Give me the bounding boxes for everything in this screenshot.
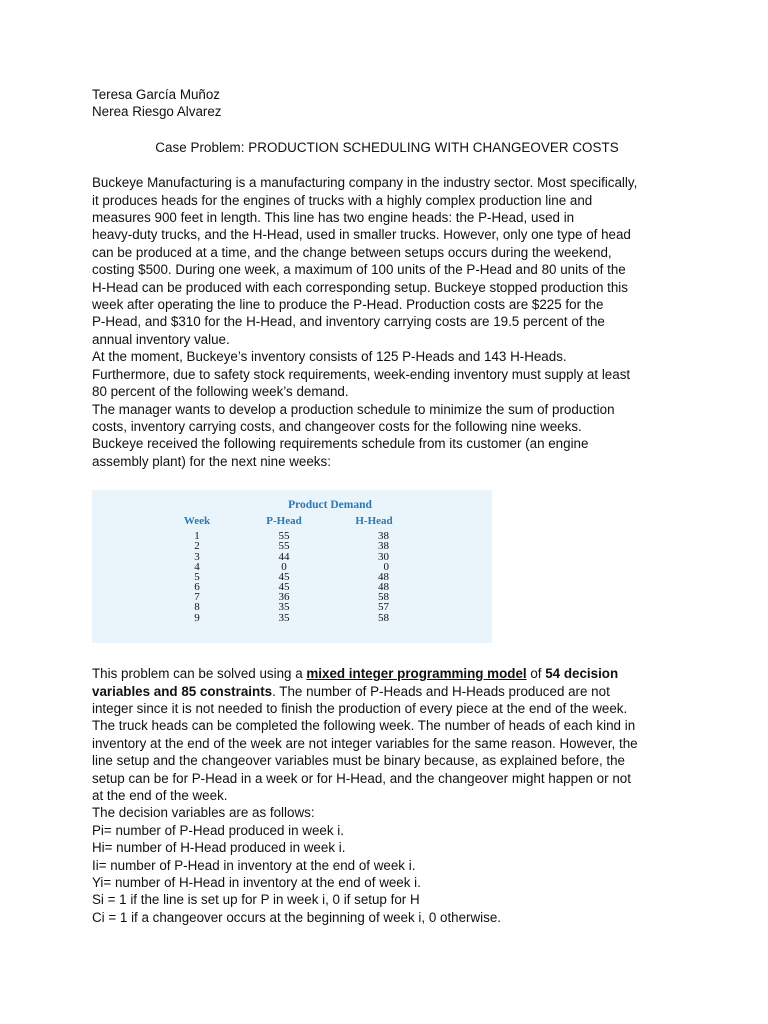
cell-week: 1: [194, 530, 200, 543]
cell-week: 3: [194, 550, 200, 563]
cell-h-head: 38: [378, 530, 389, 543]
cell-p-head: 55: [278, 540, 290, 553]
author-name: Teresa García Muñoz: [92, 87, 221, 102]
text-line: Buckeye Manufacturing is a manufacturing company in the industry sector. Most specifically,: [92, 175, 638, 191]
text-line: Si = 1 if the line is set up for P in week i, 0 if setup for H: [92, 892, 420, 908]
cell-p-head: 45: [278, 570, 290, 583]
table-row: [92, 582, 492, 592]
model-paragraph: [92, 665, 682, 926]
text-line: measures 900 feet in length. This line has two engine heads: the P-Head, used in: [92, 210, 575, 226]
table-title: Product Demand: [288, 499, 372, 512]
text-line: The truck heads can be completed the following week. The number of heads of each kind in: [92, 718, 636, 734]
cell-week: 8: [194, 601, 200, 614]
text-line: P-Head, and $310 for the H-Head, and inventory carrying costs are 19.5 percent of the: [92, 314, 605, 330]
cell-h-head: 57: [378, 601, 389, 614]
cell-week: 5: [194, 570, 200, 583]
text-line: week after operating the line to produce the P-Head. Production costs are $225 for the: [92, 297, 604, 313]
cell-h-head: 30: [378, 550, 389, 563]
text-line: Ci = 1 if a changeover occurs at the beginning of week i, 0 otherwise.: [92, 909, 502, 925]
cell-week: 7: [194, 591, 200, 604]
text-line: 80 percent of the following week’s demand.: [92, 384, 349, 400]
cell-p-head: 55: [278, 530, 290, 543]
bold-text: variables and 85 constraints: [92, 683, 273, 699]
cell-p-head: 44: [278, 550, 290, 563]
cell-week: 2: [194, 540, 200, 553]
cell-h-head: 48: [378, 581, 389, 594]
cell-week: 9: [194, 611, 200, 624]
table-row: [92, 572, 492, 582]
text-run: of: [526, 666, 546, 682]
cell-h-head: 58: [378, 611, 389, 624]
column-header-p-head: P-Head: [266, 515, 302, 528]
text-line: line setup and the changeover variables must be binary because, as explained before, the: [92, 753, 625, 769]
text-line: costs, inventory carrying costs, and changeover costs for the following nine weeks.: [92, 418, 582, 434]
text-line: assembly plant) for the next nine weeks:: [92, 453, 331, 469]
cell-week: 6: [194, 581, 200, 594]
author-name: Nerea Riesgo Alvarez: [92, 104, 222, 120]
cell-p-head: 35: [278, 601, 290, 614]
column-header-h-head: H-Head: [355, 515, 393, 528]
text-line: it produces heads for the engines of trucks with a highly complex production line and: [92, 192, 593, 208]
text-line: costing $500. During one week, a maximum of 100 units of the P-Head and 80 units of the: [92, 262, 626, 278]
text-line: at the end of the week.: [92, 787, 228, 803]
cell-h-head: 38: [378, 540, 389, 553]
document-page: [92, 86, 682, 926]
table-row: [92, 541, 492, 551]
author-block: [92, 86, 682, 121]
text-line: The manager wants to develop a production schedule to minimize the sum of production: [92, 401, 615, 417]
bold-text: 54 decision: [545, 666, 619, 682]
text-run: This problem can be solved using a: [92, 666, 307, 682]
cell-p-head: 35: [278, 611, 290, 624]
mixed-integer-model-link[interactable]: mixed integer programming model: [306, 666, 527, 682]
case-title: Case Problem: PRODUCTION SCHEDULING WITH CHANGEOVER COSTS: [155, 139, 619, 155]
product-demand-table: [92, 490, 492, 643]
text-run: . The number of P-Heads and H-Heads produced are not: [272, 683, 610, 699]
table-row: [92, 592, 492, 602]
cell-week: 4: [194, 560, 200, 573]
text-line: Yi= number of H-Head in inventory at the end of week i.: [92, 875, 421, 890]
text-line: H-Head can be produced with each corresponding setup. Buckeye stopped production this: [92, 279, 628, 295]
intro-paragraph: [92, 174, 682, 470]
table-row: [92, 613, 492, 623]
table-row: [92, 562, 492, 572]
text-line: Buckeye received the following requirements schedule from its customer (an engine: [92, 436, 589, 452]
text-line: The decision variables are as follows:: [92, 805, 315, 821]
text-line: heavy-duty trucks, and the H-Head, used in smaller trucks. However, only one type of head: [92, 227, 631, 243]
cell-h-head: 0: [383, 560, 389, 573]
text-line: At the moment, Buckeye’s inventory consists of 125 P-Heads and 143 H-Heads.: [92, 349, 567, 365]
text-line: Furthermore, due to safety stock requirements, week-ending inventory must supply at least: [92, 366, 631, 382]
table-row: [92, 531, 492, 541]
table-body: [92, 531, 492, 623]
column-header-week: Week: [183, 515, 211, 528]
cell-h-head: 58: [378, 591, 389, 604]
cell-h-head: 48: [378, 570, 389, 583]
text-line: setup can be for P-Head in a week or for H-Head, and the changeover might happen or not: [92, 770, 631, 786]
text-line: inventory at the end of the week are not integer variables for the same reason. However, the: [92, 735, 638, 751]
text-line: integer since it is not needed to finish the production of every piece at the end of the week.: [92, 700, 628, 716]
cell-p-head: 0: [281, 560, 287, 573]
table-row: [92, 552, 492, 562]
cell-p-head: 36: [278, 591, 290, 604]
text-line: annual inventory value.: [92, 331, 230, 347]
table-row: [92, 602, 492, 612]
text-line: Ii= number of P-Head in inventory at the end of week i.: [92, 857, 416, 873]
text-line: Hi= number of H-Head produced in week i.: [92, 840, 346, 856]
cell-p-head: 45: [278, 581, 290, 594]
text-line: [92, 683, 682, 700]
text-line: Pi= number of P-Head produced in week i.: [92, 822, 344, 838]
text-line: can be produced at a time, and the change between setups occurs during the weekend,: [92, 244, 612, 260]
text-line: [92, 665, 682, 682]
